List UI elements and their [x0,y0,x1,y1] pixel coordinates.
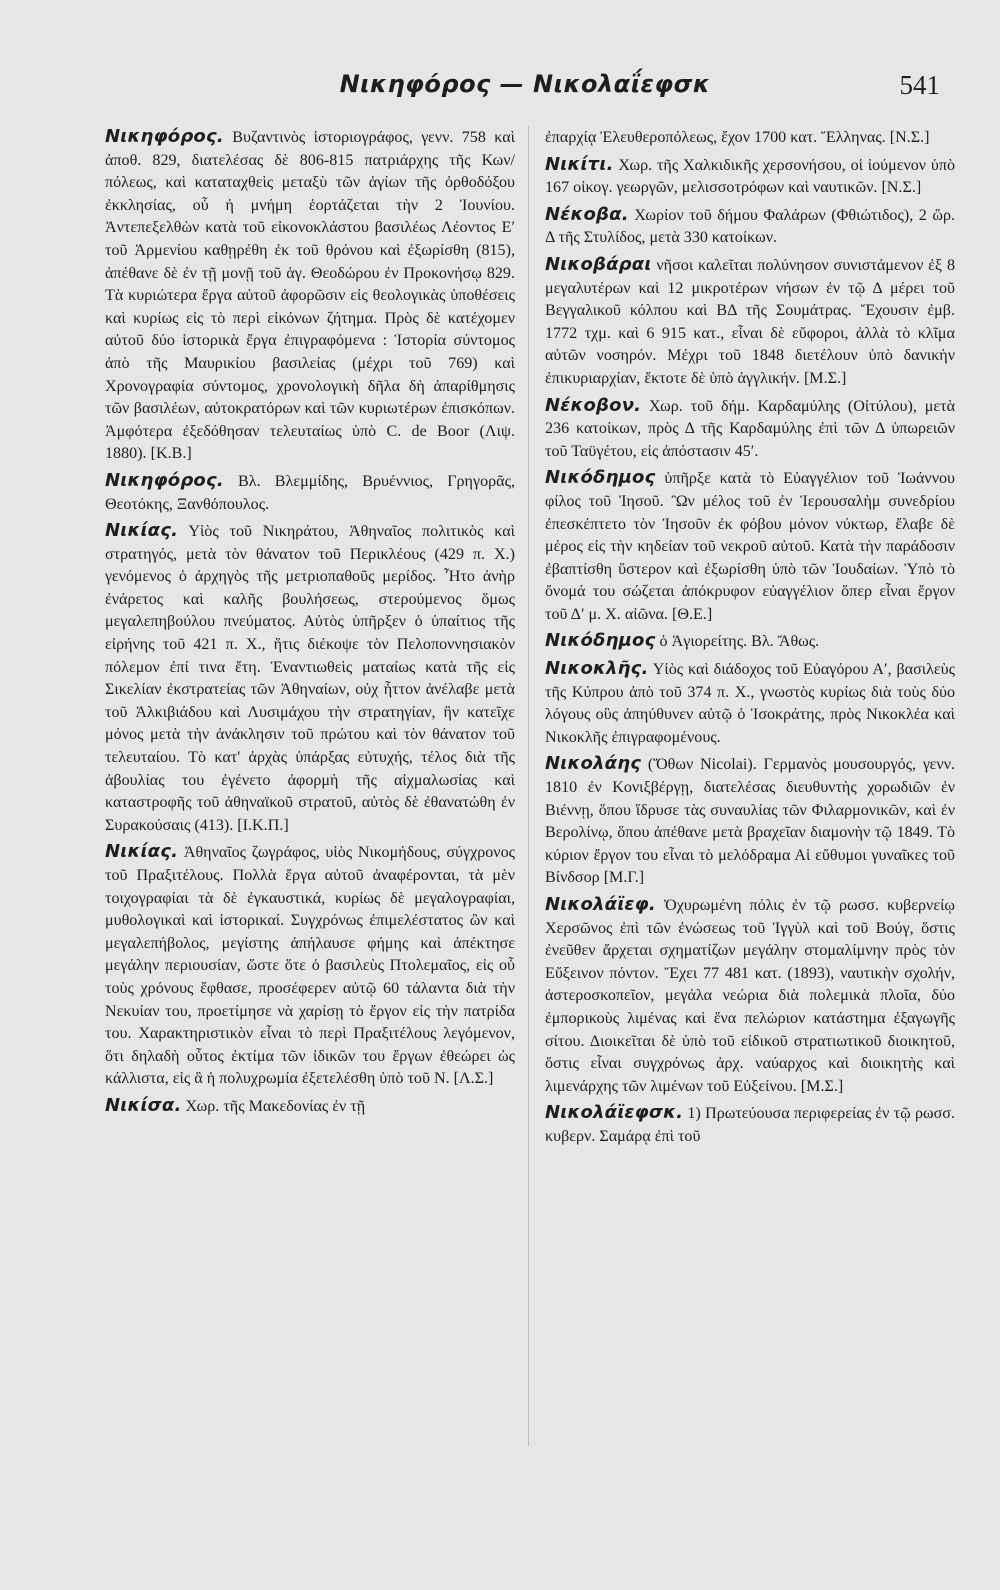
entry-text: Βυζαντινὸς ἱστοριογράφος, γενν. 758 καὶ ἀποθ. 829, διατελέσας δὲ 806-815 πατριάρχης τῆς Κων/πόλεως, καὶ καταταχθεὶς μεταξὺ τῶν ἁγίων τῆς ὀρθοδόξου ἐκκλησίας, οὗ ἡ μνήμη ἑορτάζεται τὴν 2 Ἰουνίου. Ἀντεπεξελθὼν κατὰ τοῦ εἰκονοκλάστου βασιλέως Λέοντος Ε′ τοῦ Ἀρμενίου καθῃρέθη ἐκ τοῦ θρόνου καὶ ἐξωρίσθη (815), ἀπέθανε δὲ ἐν τῇ μονῇ τοῦ ἁγ. Θεοδώρου ἐν Προκονήσῳ 829. Τὰ κυριώτερα ἔργα αὐτοῦ ἀφορῶσιν εἰς θεολογικὰς ὑποθέσεις καὶ κυρίως εἰς τὸ περὶ εἰκόνων ζήτημα. Πρὸς δὲ κατέχομεν αὐτοῦ δύο ἱστορικὰ ἔργα ἐπιγραφόμενα : Ἱστορία σύντομος ἀπὸ τῆς Μαυρικίου βασιλείας (μέχρι τοῦ 769) καὶ Χρονογραφία σύντομος, χρονολογικὴ δῆλα δὴ ἀπαρίθμησις τῶν βασιλέων, αὐτοκρατόρων καὶ τῶν κυριωτέρων ἐπισκόπων. Ἀμφότερα ἐξεδόθησαν τελευταίως ὑπὸ C. de Boor (Λιψ. 1880). [Κ.Β.] [105,129,515,463]
entry-text: Υἱὸς τοῦ Νικηράτου, Ἀθηναῖος πολιτικὸς καὶ στρατηγός, μετὰ τὸν θάνατον τοῦ Περικλέους (429 π. Χ.) γενόμενος ὁ ἀρχηγὸς τῆς μετριοπαθοῦς μερίδος. Ἦτο ἀνὴρ ἐνάρετος καὶ καλῆς βουλήσεως, στερούμενος ὅμως μεγαλεπηβούλου πνεύματος. Αὐτὸς ὑπῆρξεν ὁ ὑπαίτιος τῆς εἰρήνης τοῦ 421 π. Χ., ἥτις διέκοψε τὸν Πελοποννησιακὸν πόλεμον ἐπί τινα ἔτη. Ἐναντιωθεὶς ματαίως κατὰ τῆς εἰς Σικελίαν ἐκστρατείας τῶν Ἀθηναίων, οὐχ ἧττον ἀνέλαβε μετὰ τοῦ Ἀλκιβιάδου καὶ Λυσιμάχου τὴν στρατηγίαν, ἣν κατεῖχε μόνος μετὰ τὴν ἀνάκλησιν τοῦ πρώτου καὶ τὸν θάνατον τοῦ τελευταίου. Τὸ κατ' ἀρχὰς ὑπάρξας εὐτυχής, τέλος διὰ τῆς ἀβουλίας του ἐγένετο ἀφορμὴ τῆς αἰχμαλωσίας καὶ καταστροφῆς τοῦ ἀθηναϊκοῦ στρατοῦ, αὐτὸς δὲ ἐθανατώθη ἐν Συρακούσαις (413). [Ι.Κ.Π.] [105,523,515,834]
entry-headword: Νικίτι. [545,153,614,175]
entry-text: Ὀχυρωμένη πόλις ἐν τῷ ρωσσ. κυβερνείῳ Χερσῶνος ἐπὶ τῶν ἐνώσεως τοῦ Ἰγγὺλ καὶ τοῦ Βούγ, ὅστις ἐνεῦθεν ἄρχεται σχηματίζων μεγάλην στομαλίμνην πρὸς τὸν Εὔξεινον πόντον. Ἔχει 77 481 κατ. (1893), ναυτικὴν σχολήν, ἀστεροσκοπεῖον, μεγάλα νεώρια διὰ πολεμικὰ πλοῖα, δύο ἐμπορικοὺς λιμένας καὶ ἕνα πελώριον κατάστημα ἐξαγωγῆς σίτου. Διοικεῖται δὲ ὑπὸ τοῦ εἰδικοῦ στρατιωτικοῦ διοικητοῦ, ὅστις εἶναι συγχρόνως ἀρχ. ναύαρχος καὶ διοικητὴς καὶ λιμενάρχης τῶν λιμένων τοῦ Εὐξείνου. [Μ.Σ.] [545,897,955,1095]
entry-text: ὑπῆρξε κατὰ τὸ Εὐαγγέλιον τοῦ Ἰωάννου φίλος τοῦ Ἰησοῦ. Ὢν μέλος τοῦ ἐν Ἱερουσαλὴμ συνεδρίου ἐπεσκέπτετο τὸν Ἰησοῦν ἐκ φόβου μόνον νύκτωρ, ἔλαβε δὲ μέρος εἰς τὴν κηδείαν τοῦ νεκροῦ αὐτοῦ. Κατὰ τὴν παράδοσιν ἐβαπτίσθη ὕστερον καὶ ἐξωρίσθη ὑπὸ τῶν Ἰουδαίων. Ὑπὸ τὸ ὄνομά του σώζεται ἀπόκρυφον εὐαγγέλιον ὅπερ εἶναι ἔργον τοῦ Δ′ μ. Χ. αἰῶνα. [Θ.Ε.] [545,470,955,623]
entry-text: ὁ Ἁγιορείτης. Βλ. Ἄθως. [655,633,820,651]
entry-nikias-general [105,520,515,837]
entry-headword: Νέκοβα. [545,203,629,225]
entry-nikoklis [545,658,955,749]
entry-text: Χωρ. τῆς Χαλκιδικῆς χερσονήσου, οἱ ἰούμενον ὑπὸ 167 οἰκογ. γεωργῶν, μελισσοτρόφων καὶ ναυτικῶν. [Ν.Σ.] [545,156,955,197]
page-number: 541 [899,70,940,100]
entry-nikolaiefsk [545,1102,955,1148]
entry-nikiforos-see-also [105,470,515,516]
entry-headword: Νικόδημος [545,630,656,652]
entry-headword: Νικίας. [105,841,179,863]
entry-nikisa [105,1095,515,1119]
entry-nikodimos [545,467,955,626]
running-head [110,70,940,110]
entry-text: (Ὄθων Nicolai). Γερμανὸς μουσουργός, γενν. 1810 ἐν Κονιξβέργῃ, διατελέσας διευθυντὴς χορωδιῶν ἐν Βιέννῃ, ὅπου ἵδρυσε τὰς συναυλίας τῶν Φιλαρμονικῶν, καὶ ἐν Βερολίνῳ, ὅπου ἀπέθανε μετὰ βραχεῖαν διαμονὴν τῷ 1849. Τὸ κύριον ἔργον του εἶναι τὸ μελόδραμα Αἱ εὔθυμοι γυναῖκες τοῦ Βίνδσορ [Μ.Γ.] [545,756,955,887]
entry-headword: Νικηφόρος. [105,126,224,147]
entry-headword: Νικολάης [545,753,642,775]
entry-headword: Νικίσα. [105,1094,182,1116]
entry-nikiforos-historian [105,126,515,466]
entry-nikolaief [545,894,955,1098]
left-column [105,126,515,1123]
entry-headword: Νικοβάραι [545,253,652,275]
entry-text: Υἱὸς καὶ διάδοχος τοῦ Εὐαγόρου Α′, βασιλεὺς τῆς Κύπρου ἀπὸ τοῦ 374 π. Χ., γνωστὸς κυρίως διὰ τοὺς δύο λόγους οὓς ἀπηύθυνεν αὐτῷ ὁ Ἰσοκράτης, πρὸς Νικοκλέα καὶ Νικοκλῆς ἐπιγραφομένους. [545,661,955,746]
column-divider [528,126,529,1446]
entry-text: Χωρ. τῆς Μακεδονίας ἐν τῇ [181,1097,366,1115]
entry-text: Χωρ. τοῦ δήμ. Καρδαμύλης (Οἰτύλου), μετὰ 236 κατοίκων, πρὸς Δ τῆς Καρδαμύλης ἐπὶ τῶν Δ ὑπωρειῶν τοῦ Ταϋγέτου, εἰς ἀπόστασιν 45′. [545,397,955,460]
entry-headword: Νικολάϊεφσκ. [545,1102,684,1124]
entry-headword: Νικίας. [105,520,179,542]
entry-headword: Νικολάϊεφ. [545,894,656,915]
entry-text: Χωρίον τοῦ δήμου Φαλάρων (Φθιώτιδος), 2 ὥρ. Δ τῆς Στυλίδος, μετὰ 330 κατοίκων. [545,206,955,247]
right-column [545,126,955,1153]
entry-text: Βλ. Βλεμμίδης, Βρυέννιος, Γρηγορᾶς, Θεοτόκης, Ξανθόπουλος. [105,472,515,513]
running-title: Νικηφόρος — Νικολαΐεφσκ [339,70,711,98]
entry-text: ἐπαρχίᾳ Ἐλευθεροπόλεως, ἔχον 1700 κατ. Ἕλληνας. [Ν.Σ.] [545,129,930,146]
entry-text: 1) Πρωτεύουσα περιφερείας ἐν τῷ ρωσσ. κυβερν. Σαμάρᾳ ἐπὶ τοῦ [545,1105,955,1145]
entry-text: Ἀθηναῖος ζωγράφος, υἱὸς Νικομήδους, σύγχρονος τοῦ Πραξιτέλους. Πολλὰ ἔργα αὐτοῦ ἀναφέρονται, τὰ μὲν τοιχογραφίαι τὰ δὲ ἐγκαυστικά, κυρίως δὲ μεγαλογραφίαι, μυθολογικαὶ καὶ ἱστορικαί. Συγχρόνως ἐπιμελέστατος ὢν καὶ μεγαλεπήβολος, μεγίστης ἀπήλαυσε φήμης καὶ ἀπέκτησε μεγάλην περιουσίαν, ὥστε ὅτε ὁ βασιλεὺς Πτολεμαῖος, εἰς οὗ τοὺς χρόνους ἔφθασε, προσέφερεν αὐτῷ 60 τάλαντα διὰ τὴν Νεκυίαν του, προετίμησε νὰ χαρίσῃ τὸ ἔργον εἰς τὴν πατρίδα του. Χαρακτηριστικὸν εἶναι τὸ περὶ Πραξιτέλους λεγόμενον, ὅτι δηλαδὴ οὗτος ἐκτίμα τῶν ἰδικῶν του ἔργων ἐθεώρει ὡς κάλλιστα, εἰς ἃ ἡ πολυχρωμία ἐξετελέσθη ὑπὸ τοῦ Ν. [Λ.Σ.] [105,844,515,1088]
entry-nikiti [545,154,955,200]
entry-headword: Νέκοβον. [545,394,642,416]
entry-nikias-painter [105,841,515,1091]
entry-nikovarai [545,254,955,391]
entry-nekova [545,204,955,250]
entry-text: νῆσοι καλεῖται πολύνησον συνιστάμενον ἐξ 8 μεγαλυτέρων καὶ 12 μικροτέρων νήσων ἐν τῷ Δ μέρει τοῦ Βεγγαλικοῦ κόλπου καὶ ΒΔ τῆς Σουμάτρας. Ἔχουσιν ἐμβ. 1772 τχμ. καὶ 6 915 κατ., εἶναι δὲ εὔφοροι, ἀλλὰ τὸ κλῖμα αὐτῶν νοσηρόν. Μέχρι τοῦ 1848 διετέλουν ὑπὸ δανικὴν ἐπικυριαρχίαν, ἔκτοτε δὲ ὑπὸ ἀγγλικήν. [Μ.Σ.] [545,256,955,387]
entry-nikolais [545,753,955,890]
entry-headword: Νικόδημος [545,467,656,489]
entry-continuation [545,126,955,150]
entry-headword: Νικηφόρος. [105,469,224,491]
entry-headword: Νικοκλῆς. [545,658,649,680]
entry-nekovon [545,395,955,464]
entry-nikodimos-agioreitis [545,630,955,654]
